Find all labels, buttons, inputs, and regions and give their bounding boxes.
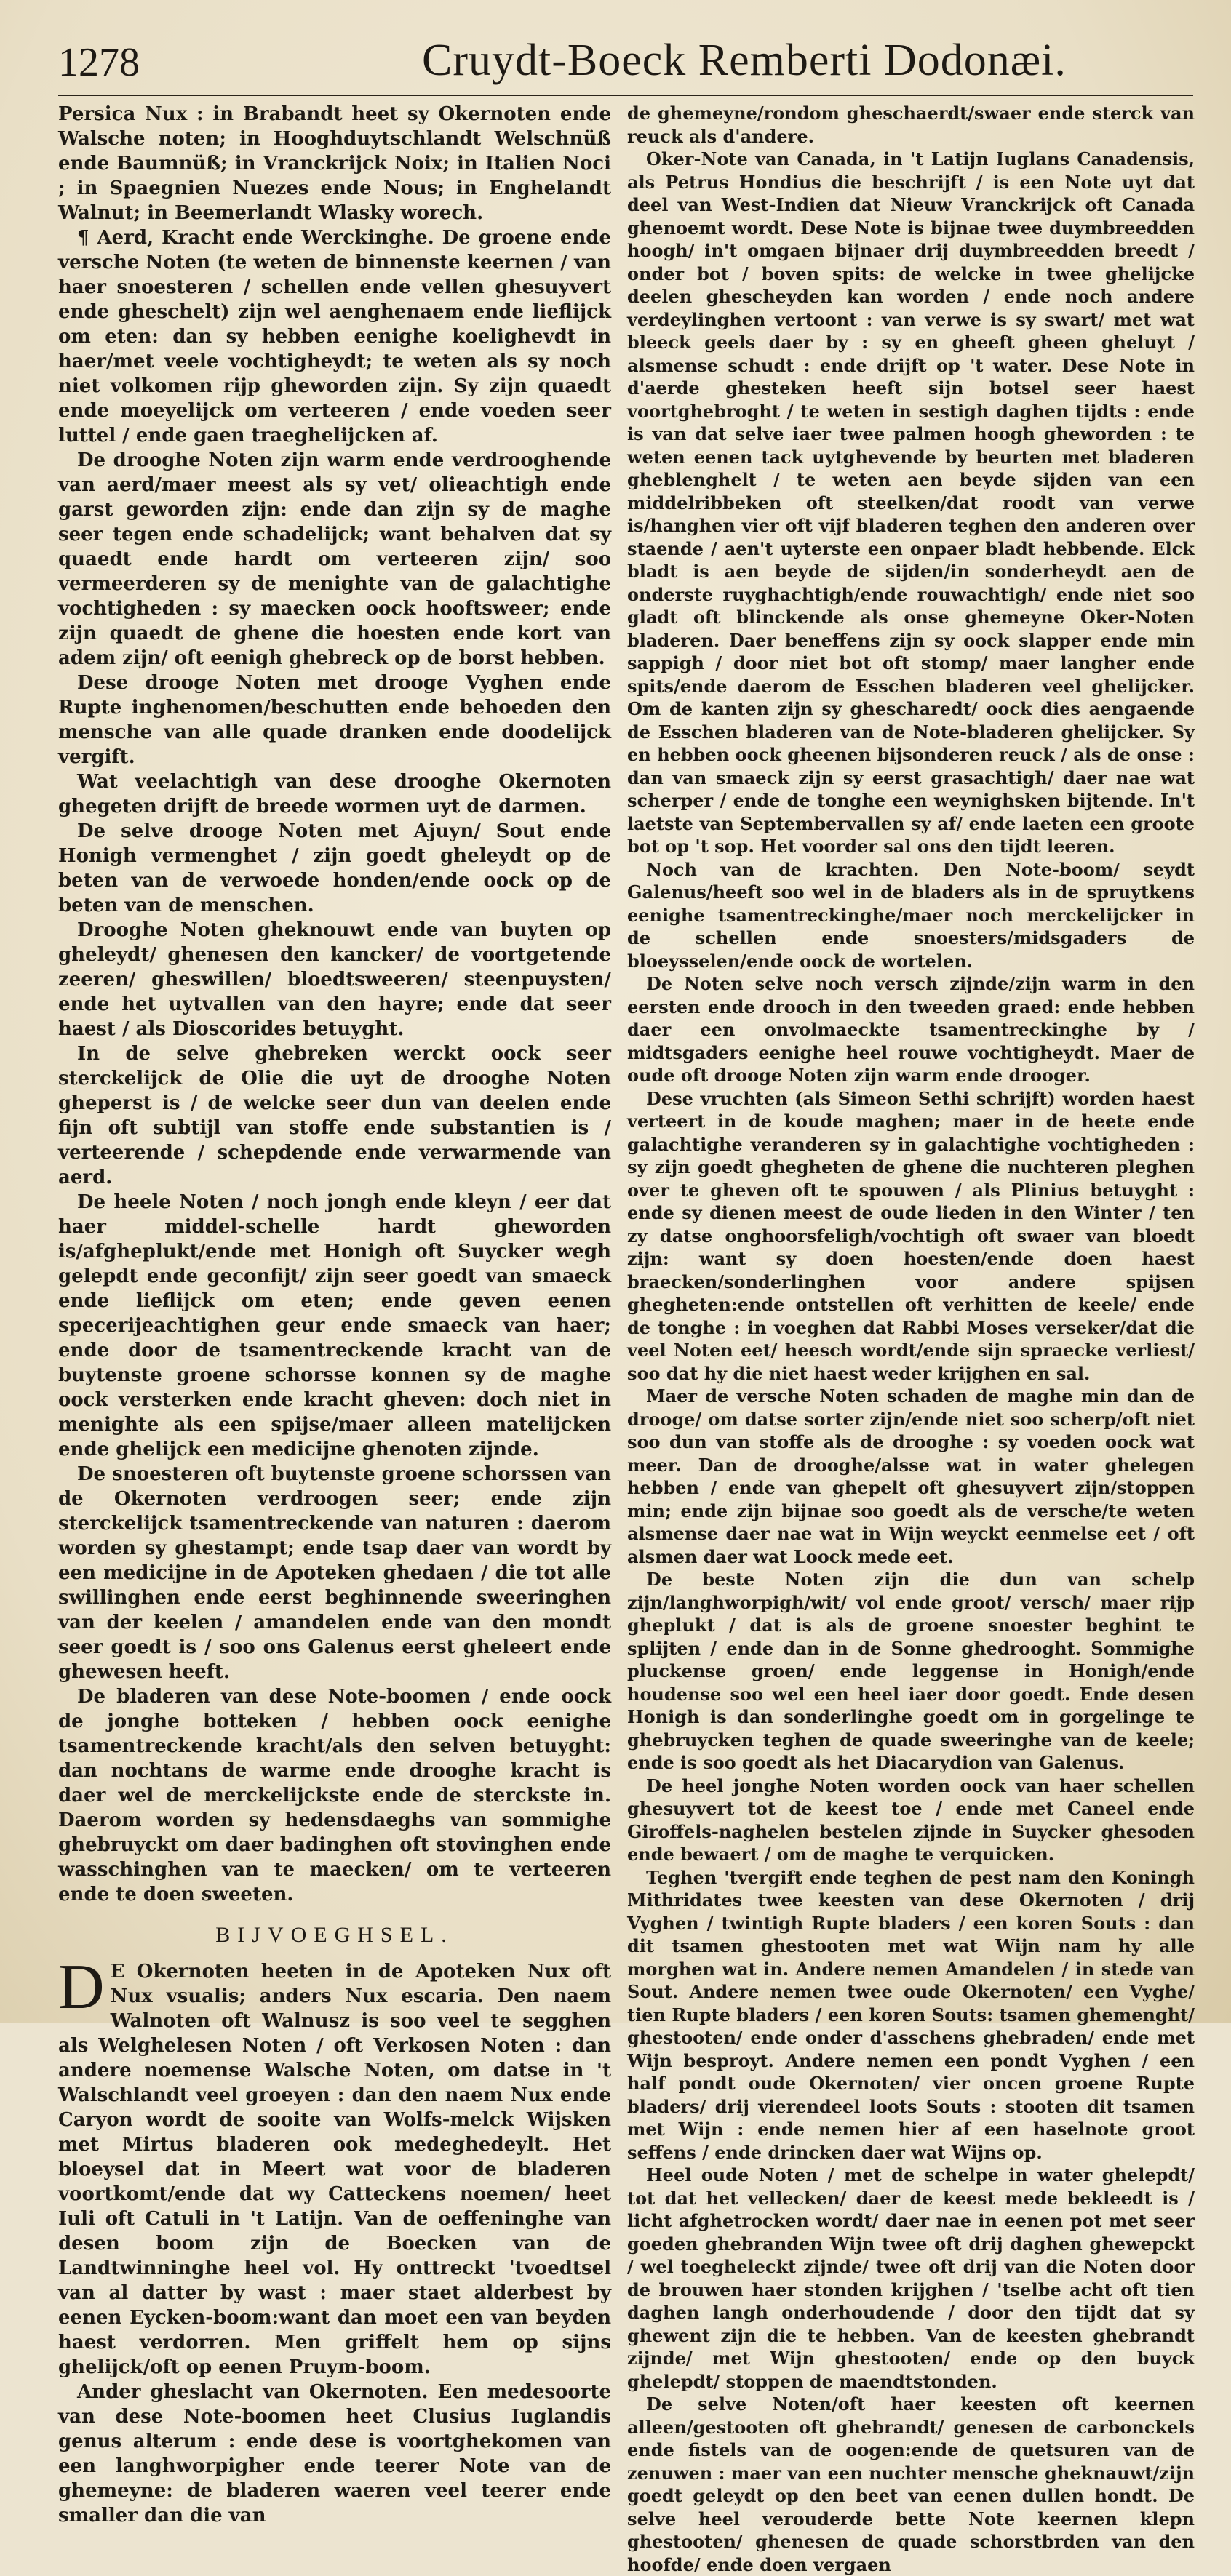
paragraph: De beste Noten zijn die dun van schelp zijn/langhworpigh/wit/ vol ende groot/ versch/ maer rijp gheplukt / dat is als de groene snoester beghint te splijten / ende dan in de Sonne ghedrooght. Sommighe pluckense groen/ ende leggense in Honigh/ende houdense soo wel een heel iaer door goedt. Ende desen Honigh is dan sonderlinghe goedt om in gorgelinge te ghebruycken teghen de quade sweeringhe van de keele; ende is soo goedt als het Diacarydion van Galenus. xyxy=(627,1569,1195,1773)
paragraph: De snoesteren oft buytenste groene schorssen van de Okernoten verdroogen seer; ende zijn sterckelijck tsamentreckende van naturen : daerom worden sy ghestampt; ende tsap daer van wordt by een medicijne in de Apoteken ghedaen / die tot alle swillinghen ende eerst beghinnende sweeringhen van der keelen / amandelen ende van den mondt seer goedt is / soo ons Galenus eerst gheleert ende ghewesen heeft. xyxy=(58,1463,611,1683)
section-heading: BIJVOEGHSEL. xyxy=(215,1923,454,1947)
paragraph: de ghemeyne/rondom gheschaerdt/swaer ende sterck van reuck als d'andere. xyxy=(627,103,1195,147)
page-number: 1278 xyxy=(58,40,140,85)
paragraph: Heel oude Noten / met de schelpe in water ghelepdt/ tot dat het vellecken/ daer de keest mede bekleedt is / licht afghetrocken wordt/ daer nae in eenen pot met seer goeden ghebranden Wijn twee oft drij daghen ghewepckt / wel toegheleckt zijnde/ twee oft drij van die Noten door de brouwen haer stonden krijghen / 'tselbe acht oft tien daghen langh onderhoudende / door den tijdt dat sy ghewent zijn die te hebben. Van de keesten ghebrandt zijnde/ met Wijn ghestooten/ ende op den buyck ghelepdt/ stoppen de maendtstonden. xyxy=(627,2164,1195,2392)
paragraph: Dese vruchten (als Simeon Sethi schrijft) worden haest verteert in de koude maghen; maer in de heete ende galachtighe veranderen sy in galachtighe vochtigheden : sy zijn goedt ghegheten de ghene die nuchteren pleghen over te gheven oft te spouwen / als Plinius betuyght : ende sy dienen meest de oude lieden in den Winter / ten zy datse onghoorsfeligh/vochtigh oft swaer van bloedt zijn: want sy doen hoesten/ende doen haest braecken/sonderlinghen voor andere spijsen ghegheten:ende ontstellen oft verhitten de keele/ ende de tonghe : in voeghen dat Rabbi Moses verseker/dat die veel Noten eet/ heesch wordt/ende sijn spraecke verliest/ soo dat hy die niet haest weder krijghen en sal. xyxy=(627,1087,1195,1384)
paragraph: De heel jonghe Noten worden oock van haer schellen ghesuyvert tot de keest toe / ende met Caneel ende Giroffels-naghelen bestelen zijnde in Suycker ghesoden ende bewaert / om de maghe te verquicken. xyxy=(627,1775,1195,1865)
paragraph: De bladeren van dese Note-boomen / ende oock de jonghe botteken / hebben oock eenighe tsamentreckende kracht/als den selven betuyght: dan nochtans de warme ende drooghe kracht is daer wel de merckelijckste ende de sterckste in. Daerom worden sy hedensdaeghs van sommighe ghebruyckt om daer badinghen oft stovinghen ende wasschinghen van te maecken/ om te verteeren ende te doen sweeten. xyxy=(58,1686,611,1905)
paragraph: Dese drooge Noten met drooge Vyghen ende Rupte inghenomen/beschutten ende behoeden den mensche van alle quade dranken ende doodelijck vergift. xyxy=(58,672,611,768)
paragraph: De Noten selve noch versch zijnde/zijn warm in den eersten ende drooch in den tweeden graed: ende hebben daer een onvolmaeckte tsamentreckinghe by / midtsgaders eenighe heel rouwe vochtigheydt. Maer de oude oft drooge Noten zijn warm ende drooger. xyxy=(627,973,1195,1086)
paragraph: ¶ Aerd, Kracht ende Werckinghe. De groene ende versche Noten (te weten de binnenste keernen / van haer snoesteren / schellen ende vellen ghesuyvert ende gheschelt) zijn wel aenghenaem ende lieflijck om eten: dan sy hebben eenighe koelighevdt in haer/met veele vochtigheydt; te weten als sy noch niet volkomen rijp gheworden zijn. Sy zijn quaedt ende moeyelijck om verteeren / ende voeden seer luttel / ende gaen traeghelijcken af. xyxy=(58,227,611,447)
right-column xyxy=(627,102,1195,2575)
drop-cap: D xyxy=(58,1952,105,2023)
paragraph: Oker-Note van Canada, in 't Latijn Iuglans Canadensis, als Petrus Hondius die beschrijft / is een Note uyt dat deel van West-Indien dat Nieuw Vranckrijck oft Canada ghenoemt wordt. Dese Note is bijnae twee duymbreedden hoogh/ in't omgaen bijnaer drij duymbreedden breedt / onder bot / boven spits: de welcke in twee ghelijcke deelen ghescheyden kan worden / ende noch andere verdeylinghen vertoont : van verwe is sy swart/ met wat bleeck geels daer by : sy en gheeft gheen gheluyt / alsmense schudt : ende drijft op 't water. Dese Note in d'aerde ghesteken heeft sijn botsel seer haest voortghebroght / te weten in sestigh daghen tijdts : ende is van dat selve iaer twee palmen hoogh gheworden : te weten eenen tack uytghevende by beurten met bladeren gheblenghelt / te weten aen beyde sijden van een middelribbeken oft steelken/dat roodt van verwe is/hanghen vier oft vijf bladeren teghen den anderen over staende / aen't uyterste een onpaer bladt hebbende. Elck bladt is aen beyde de sijden/in sonderheydt aen de onderste ruyghachtigh/ende rouwachtigh/ ende niet soo gladt oft blinckende als onse ghemeyne Oker-Noten bladeren. Daer beneffens zijn sy oock slapper ende min sappigh / door niet bot oft stomp/ maer langher ende spits/ende daerom de Esschen bladeren veel ghelijcker. Om de kanten zijn sy ghescharedt/ oock dies aengaende de Esschen bladeren van de Note-bladeren ghelijcker. Sy en hebben oock gheenen bijsonderen reuck / als de onse : dan van smaeck zijn sy eerst grasachtigh/ daer nae wat scherper / ende de tonghe een weynighsken bijtende. In't laetste van Septembervallen sy af/ ende laeten een groote bot op 't sop. Het voorder sal ons den tijdt leeren. xyxy=(627,148,1195,857)
paragraph: Ander gheslacht van Okernoten. Een medesoorte van dese Note-boomen heet Clusius Iuglandis genus alterum : ende dese is voortghekomen van een langhworpigher ende teerer Note van de ghemeyne: de bladeren waeren veel teerer ende smaller dan die van xyxy=(58,2381,611,2527)
paragraph: Wat veelachtigh van dese drooghe Okernoten ghegeten drijft de breede wormen uyt de darmen. xyxy=(58,771,611,817)
paragraph: Persica Nux : in Brabandt heet sy Okernoten ende Walsche noten; in Hooghduytschlandt Welschnüß ende Baumnüß; in Vranckrijck Noix; in Italien Noci ; in Spaegnien Nuezes ende Nous; in Enghelandt Walnut; in Beemerlandt Wlasky worech. xyxy=(58,103,611,224)
paragraph: Noch van de krachten. Den Note-boom/ seydt Galenus/heeft soo wel in de bladers als in de spruytkens eenighe tsamentreckinghe/maer noch merckelijcker in de schellen ende snoesters/midsgaders de bloeysselen/ende oock de wortelen. xyxy=(627,858,1195,972)
paragraph: De heele Noten / noch jongh ende kleyn / eer dat haer middel-schelle hardt gheworden is/afgheplukt/ende met Honigh oft Suycker wegh gelepdt ende geconfijt/ zijn seer goedt van smaeck ende lieflijck om eten; ende geven eenen specerijeachtighen geur ende smaeck van haer; ende door de tsamentreckende kracht van de buytenste groene schorsse konnen sy de maghe oock versterken ende kracht gheven: doch niet in menighte als een spijse/maer alleen matelijcken ende ghelijck een medicijne ghenoten zijnde. xyxy=(58,1191,611,1460)
paragraph: De selve Noten/oft haer keesten oft keernen alleen/gestooten oft ghebrandt/ genesen de carbonckels ende fistels van de oogen:ende de quetsuren van de zenuwen : maer van een nuchter mensche gheknauwt/zijn goedt geleydt op den beet van eenen dullen hondt. De selve heel verouderde bette Note keernen klepn ghestooten/ ghenesen de quade schorstbrden van den hoofde/ ende doen vergaen xyxy=(627,2393,1195,2575)
paragraph: Maer de versche Noten schaden de maghe min dan de drooge/ om datse sorter zijn/ende niet soo scherp/oft niet soo dun van stoffe als de drooghe : sy voeden oock wat meer. Dan de drooghe/alsse wat in water ghelegen hebben / ende van ghepelt oft ghesuyvert zijn/stoppen min; ende zijn bijnae soo goedt als de versche/te weten alsmense daer nae wat in Wijn weyckt eenmelse eet / oft alsmen daer wat Loock mede eet. xyxy=(627,1385,1195,1567)
page-header xyxy=(58,29,1193,96)
paragraph-dropcap xyxy=(58,1952,611,2380)
paragraph: De drooghe Noten zijn warm ende verdrooghende van aerd/maer meest als sy vet/ olieachtigh ende garst geworden zijn: ende dan zijn sy de maghe seer tegen ende schadelijck; want behalven dat sy quaedt ende hardt om verteeren zijn/ soo vermeerderen sy de menighte van de galachtighe vochtigheden : sy maecken oock hooftsweer; ende zijn quaedt de ghene die hoesten ende kort van adem zijn/ oft eenigh ghebreck op de borst hebben. xyxy=(58,449,611,669)
paragraph: Teghen 'tvergift ende teghen de pest nam den Koningh Mithridates twee keesten van dese Okernoten / drij Vyghen / twintigh Rupte bladers / een koren Souts : dan dit tsamen ghestooten met wat Wijn nam hy alle morghen wat in. Andere nemen Amandelen / in stede van Sout. Andere nemen twee oude Okernoten/ een Vyghe/ tien Rupte bladers / een koren Souts: tsamen ghemenght/ ghestooten/ ende onder d'asschens ghebraden/ ende met Wijn besproyt. Andere nemen een pondt Vyghen / een half pondt oude Okernoten/ vier oncen groene Rupte bladers/ drij vierendeel loots Souts : stooten dit tsamen met Wijn : ende nemen hier af een haselnote groot seffens / ende drincken daer wat Wijns op. xyxy=(627,1866,1195,2163)
left-column xyxy=(58,102,611,2527)
running-title: Cruydt-Boeck Remberti Dodonæi. xyxy=(422,36,1067,85)
paragraph: Drooghe Noten gheknouwt ende van buyten op gheleydt/ ghenesen den kancker/ de voortgetende zeeren/ gheswillen/ bloedtsweeren/ steenpuysten/ ende het uytvallen van den hayre; ende dat seer haest / als Dioscorides betuyght. xyxy=(58,919,611,1040)
paragraph: In de selve ghebreken werckt oock seer sterckelijck de Olie die uyt de drooghe Noten gheperst is / de welcke seer dun van deelen ende fijn oft subtijl van stoffe ende substantien is / verteerende / schepdende ende verwarmende van aerd. xyxy=(58,1043,611,1188)
paragraph-text: E Okernoten heeten in de Apoteken Nux oft Nux vsualis; anders Nux escaria. Den naem Walnoten oft Walnusz is soo veel te segghen als Welghelesen Noten / oft Verkosen Noten : dan andere noemense Walsche Noten, om datse in 't Walschlandt veel groeyen : dan den naem Nux ende Caryon wordt de sooite van Wolfs-melck Wijsken met Mirtus bladeren ook medeghedeylt. Het bloeysel dat in Meert wat voor de bladeren voortkomt/ende dat wy Catteckens noemen/ heet Iuli oft Catuli in 't Latijn. Van de oeffeninghe van desen boom zijn de Boecken van de Landtwinninghe heel vol. Hy onttreckt 'tvoedtsel van al datter by wast : maer staet alderbest by eenen Eycken-boom:want dan moet een van beyden haest verdorren. Men griffelt hem op sijns ghelijck/oft op eenen Pruym-boom. xyxy=(58,1961,611,2378)
paragraph: De selve drooge Noten met Ajuyn/ Sout ende Honigh vermenghet / zijn goedt gheleydt op de beten van de verwoede honden/ende oock op de beten van de menschen. xyxy=(58,820,611,916)
